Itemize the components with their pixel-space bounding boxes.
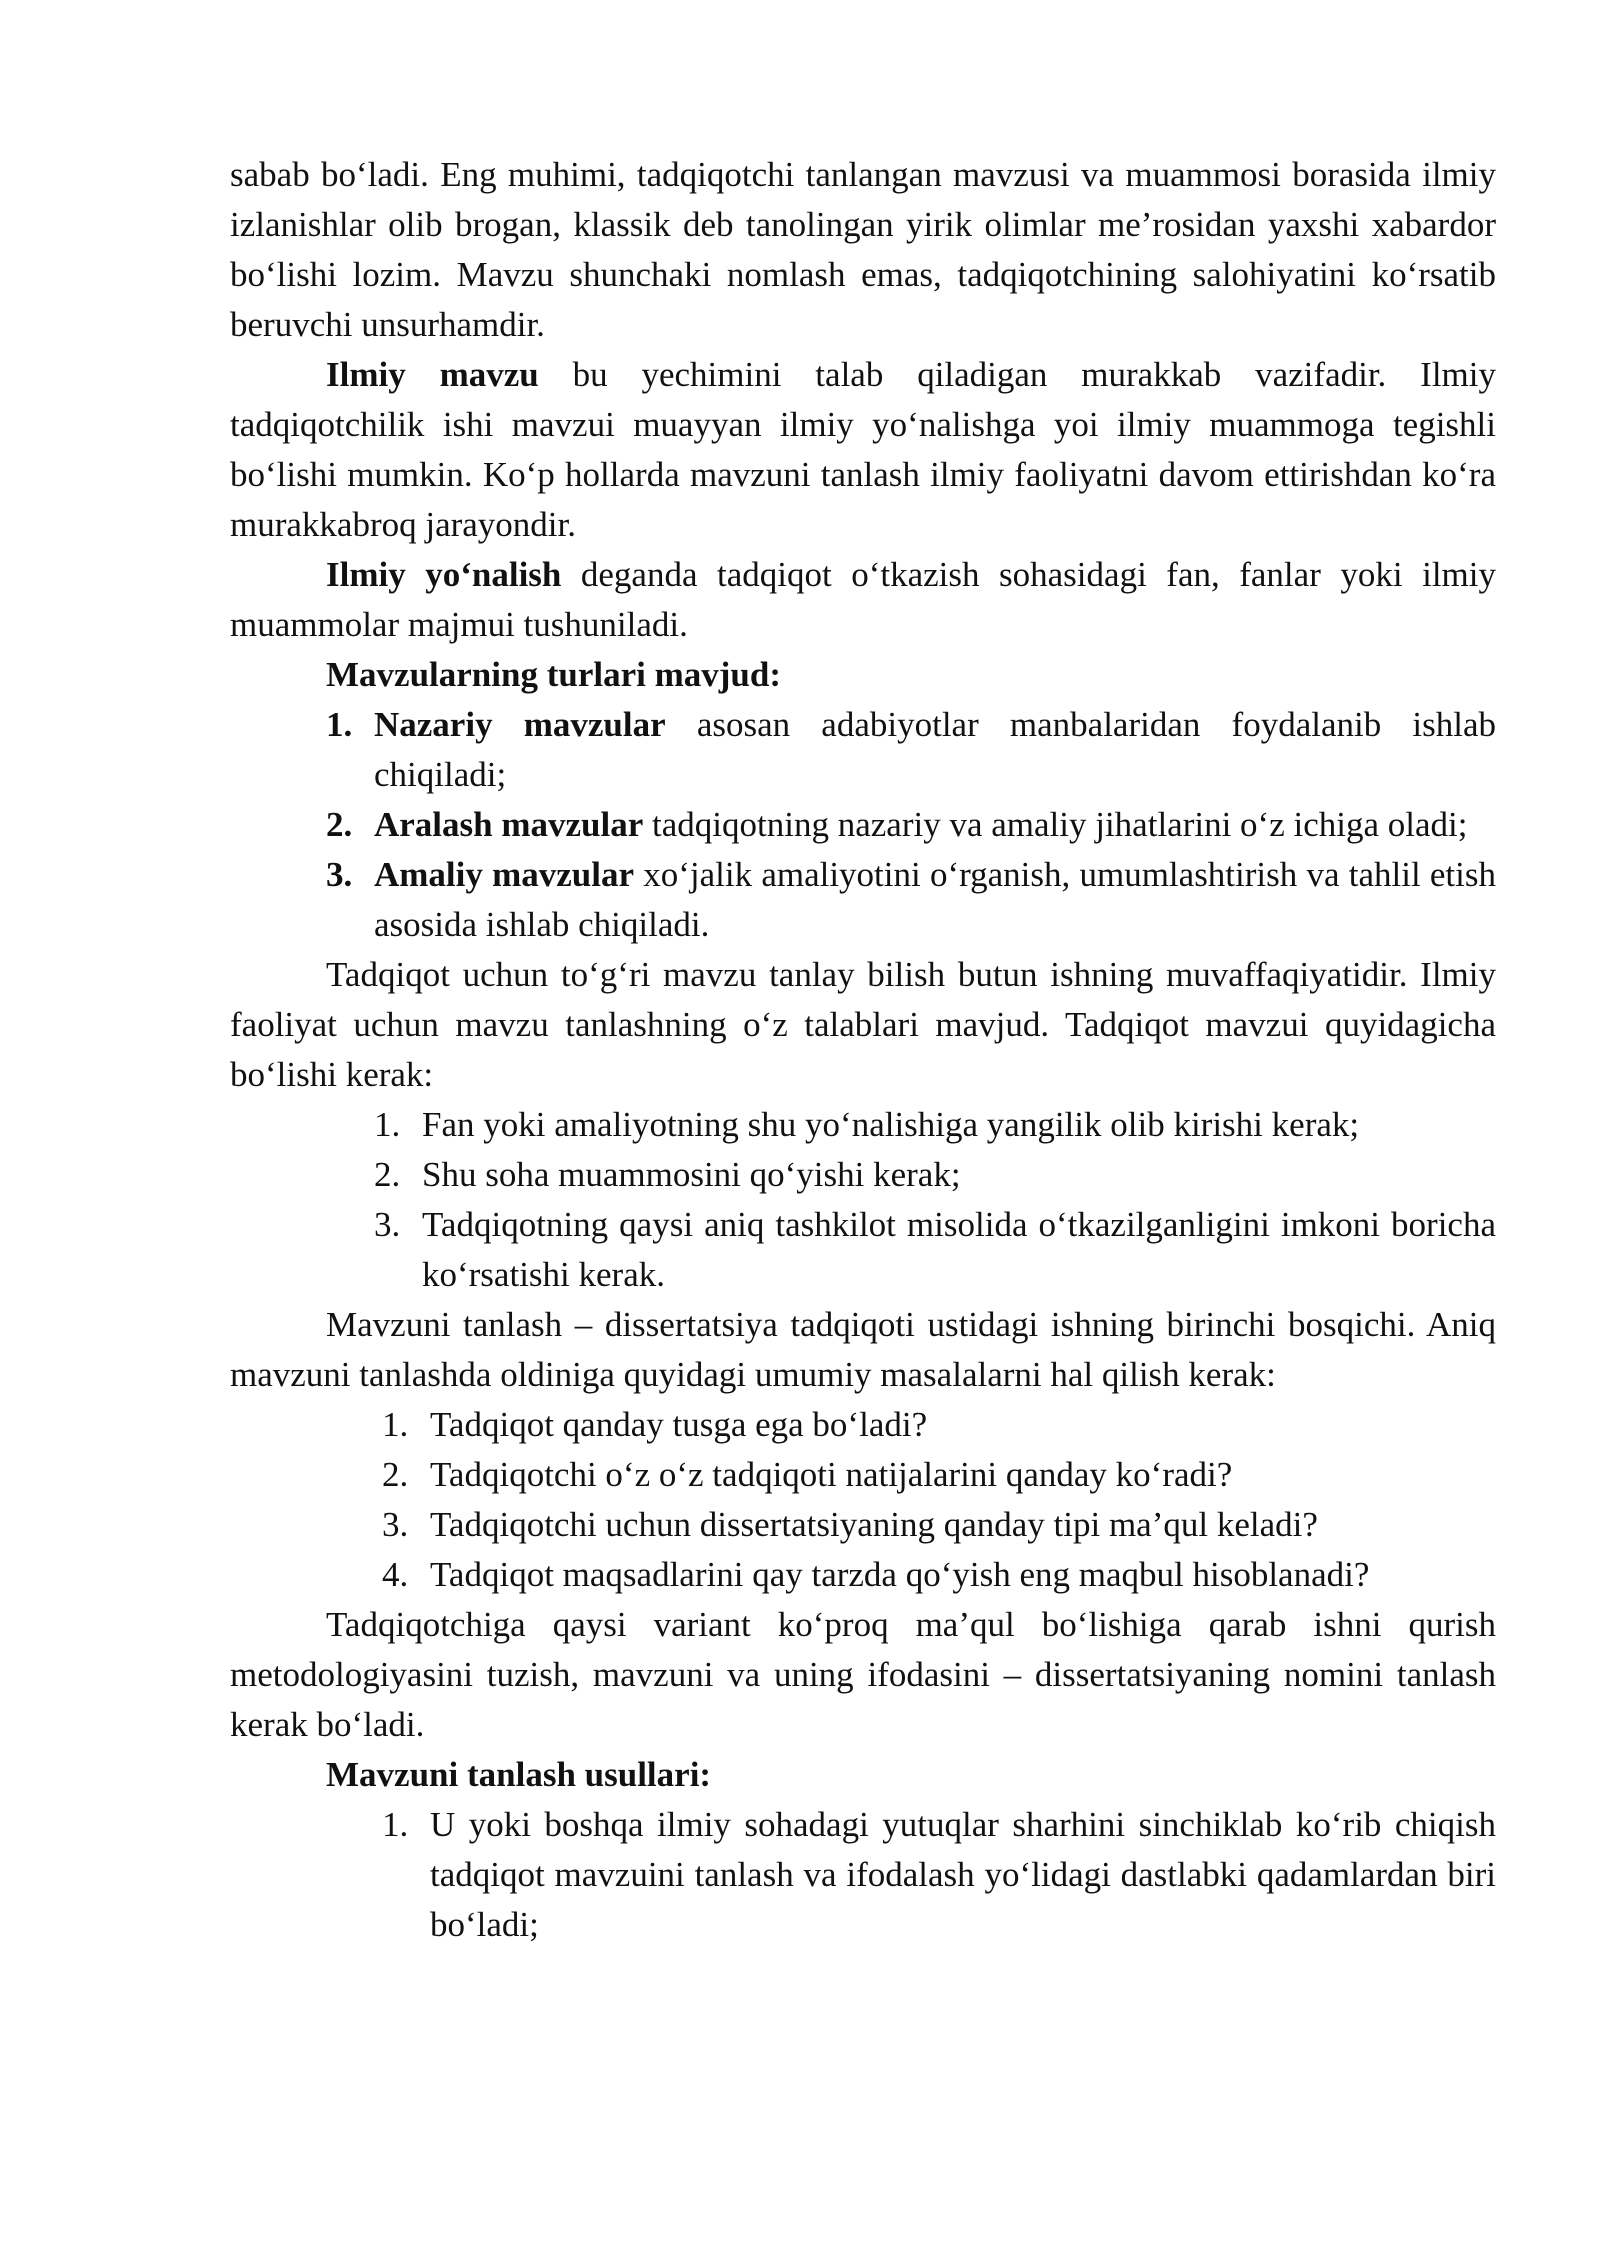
list-description: xo‘jalik amaliyotini o‘rganish, umumlashtirish va tahlil etish asosida ishlab chiqiladi. xyxy=(374,855,1496,944)
list-text: Tadqiqot maqsadlarini qay tarzda qo‘yish eng maqbul hisoblanadi? xyxy=(430,1555,1370,1594)
paragraph-topic-selection: Mavzuni tanlash – dissertatsiya tadqiqoti ustidagi ishning birinchi bosqichi. Aniq mavzuni tanlashda oldiniga quyidagi umumiy masalalarni hal qilish kerak: xyxy=(230,1305,1496,1394)
list-item xyxy=(382,1400,1496,1450)
list-item xyxy=(382,1500,1496,1550)
list-item xyxy=(326,850,1496,950)
list-description: asosan adabiyotlar manbalaridan foydalanib ishlab chiqiladi; xyxy=(374,705,1496,794)
list-description: tadqiqotning nazariy va amaliy jihatlarini o‘z ichiga oladi; xyxy=(643,805,1468,844)
heading-topic-types: Mavzularning turlari mavjud: xyxy=(326,655,781,694)
paragraph-requirements-intro: Tadqiqot uchun to‘g‘ri mavzu tanlay bilish butun ishning muvaffaqiyatidir. Ilmiy faoliyat uchun mavzu tanlashning o‘z talablari mavjud. Tadqiqot mavzui quyidagicha bo‘lishi kerak: xyxy=(230,955,1496,1094)
paragraph-intro: sabab bo‘ladi. Eng muhimi, tadqiqotchi tanlangan mavzusi va muammosi borasida ilmiy izlanishlar olib brogan, klassik deb tanolingan yirik olimlar me’rosidan yaxshi xabardor bo‘lishi lozim. Mavzu shunchaki nomlash emas, tadqiqotchining salohiyatini ko‘rsatib beruvchi unsurhamdir. xyxy=(230,155,1496,344)
list-number: 1. xyxy=(382,1405,409,1444)
list-number: 2. xyxy=(382,1455,409,1494)
list-number: 4. xyxy=(382,1555,409,1594)
list-text: Tadqiqotchi o‘z o‘z tadqiqoti natijalarini qanday ko‘radi? xyxy=(430,1455,1233,1494)
list-item xyxy=(326,800,1496,850)
list-text: Fan yoki amaliyotning shu yo‘nalishiga yangilik olib kirishi kerak; xyxy=(422,1105,1360,1144)
list-number: 1. xyxy=(382,1805,409,1844)
list-item xyxy=(382,1550,1496,1600)
requirements-list xyxy=(230,1100,1496,1300)
definition-ilmiy-yonalish: deganda tadqiqot o‘tkazish sohasidagi fan, fanlar yoki ilmiy muammolar majmui tushuniladi. xyxy=(230,555,1496,644)
list-term: Nazariy mavzular xyxy=(374,705,666,744)
list-item xyxy=(374,1150,1496,1200)
paragraph-ilmiy-yonalish xyxy=(230,550,1496,650)
questions-list xyxy=(230,1400,1496,1600)
document-page xyxy=(230,150,1496,1950)
list-item xyxy=(374,1100,1496,1150)
list-item xyxy=(374,1200,1496,1300)
list-number: 1. xyxy=(374,1105,401,1144)
list-term: Aralash mavzular xyxy=(374,805,644,844)
list-number: 1. xyxy=(326,705,353,744)
list-item xyxy=(382,1800,1496,1950)
list-item xyxy=(382,1450,1496,1500)
definition-ilmiy-mavzu: bu yechimini talab qiladigan murakkab vazifadir. Ilmiy tadqiqotchilik ishi mavzui muayyan ilmiy yo‘nalishga yoi ilmiy muammoga tegishli bo‘lishi mumkin. Ko‘p hollarda mavzuni tanlash ilmiy faoliyatni davom ettirishdan ko‘ra murakkabroq jarayondir. xyxy=(230,355,1496,544)
list-text xyxy=(374,850,1496,950)
list-text xyxy=(374,700,1496,800)
list-number: 2. xyxy=(374,1155,401,1194)
list-number: 3. xyxy=(374,1205,401,1244)
list-item xyxy=(326,700,1496,800)
list-text: Tadqiqotchi uchun dissertatsiyaning qanday tipi ma’qul keladi? xyxy=(430,1505,1318,1544)
list-text xyxy=(374,800,1496,850)
list-number: 3. xyxy=(382,1505,409,1544)
list-number: 2. xyxy=(326,805,353,844)
list-text: Shu soha muammosini qo‘yishi kerak; xyxy=(422,1155,961,1194)
heading-selection-methods: Mavzuni tanlash usullari: xyxy=(326,1755,712,1794)
term-ilmiy-mavzu: Ilmiy mavzu xyxy=(326,355,539,394)
list-number: 3. xyxy=(326,855,353,894)
methods-list xyxy=(230,1800,1496,1950)
topic-types-list xyxy=(230,700,1496,950)
paragraph-methodology: Tadqiqotchiga qaysi variant ko‘proq ma’qul bo‘lishiga qarab ishni qurish metodologiyasini tuzish, mavzuni va uning ifodasini – dissertatsiyaning nomini tanlash kerak bo‘ladi. xyxy=(230,1605,1496,1744)
list-text: Tadqiqot qanday tusga ega bo‘ladi? xyxy=(430,1405,928,1444)
list-text: U yoki boshqa ilmiy sohadagi yutuqlar sharhini sinchiklab ko‘rib chiqish tadqiqot mavzuini tanlash va ifodalash yo‘lidagi dastlabki qadamlardan biri bo‘ladi; xyxy=(430,1805,1496,1944)
paragraph-ilmiy-mavzu xyxy=(230,350,1496,550)
list-term: Amaliy mavzular xyxy=(374,855,635,894)
term-ilmiy-yonalish: Ilmiy yo‘nalish xyxy=(326,555,562,594)
list-text: Tadqiqotning qaysi aniq tashkilot misolida o‘tkazilganligini imkoni boricha ko‘rsatishi kerak. xyxy=(422,1205,1496,1294)
